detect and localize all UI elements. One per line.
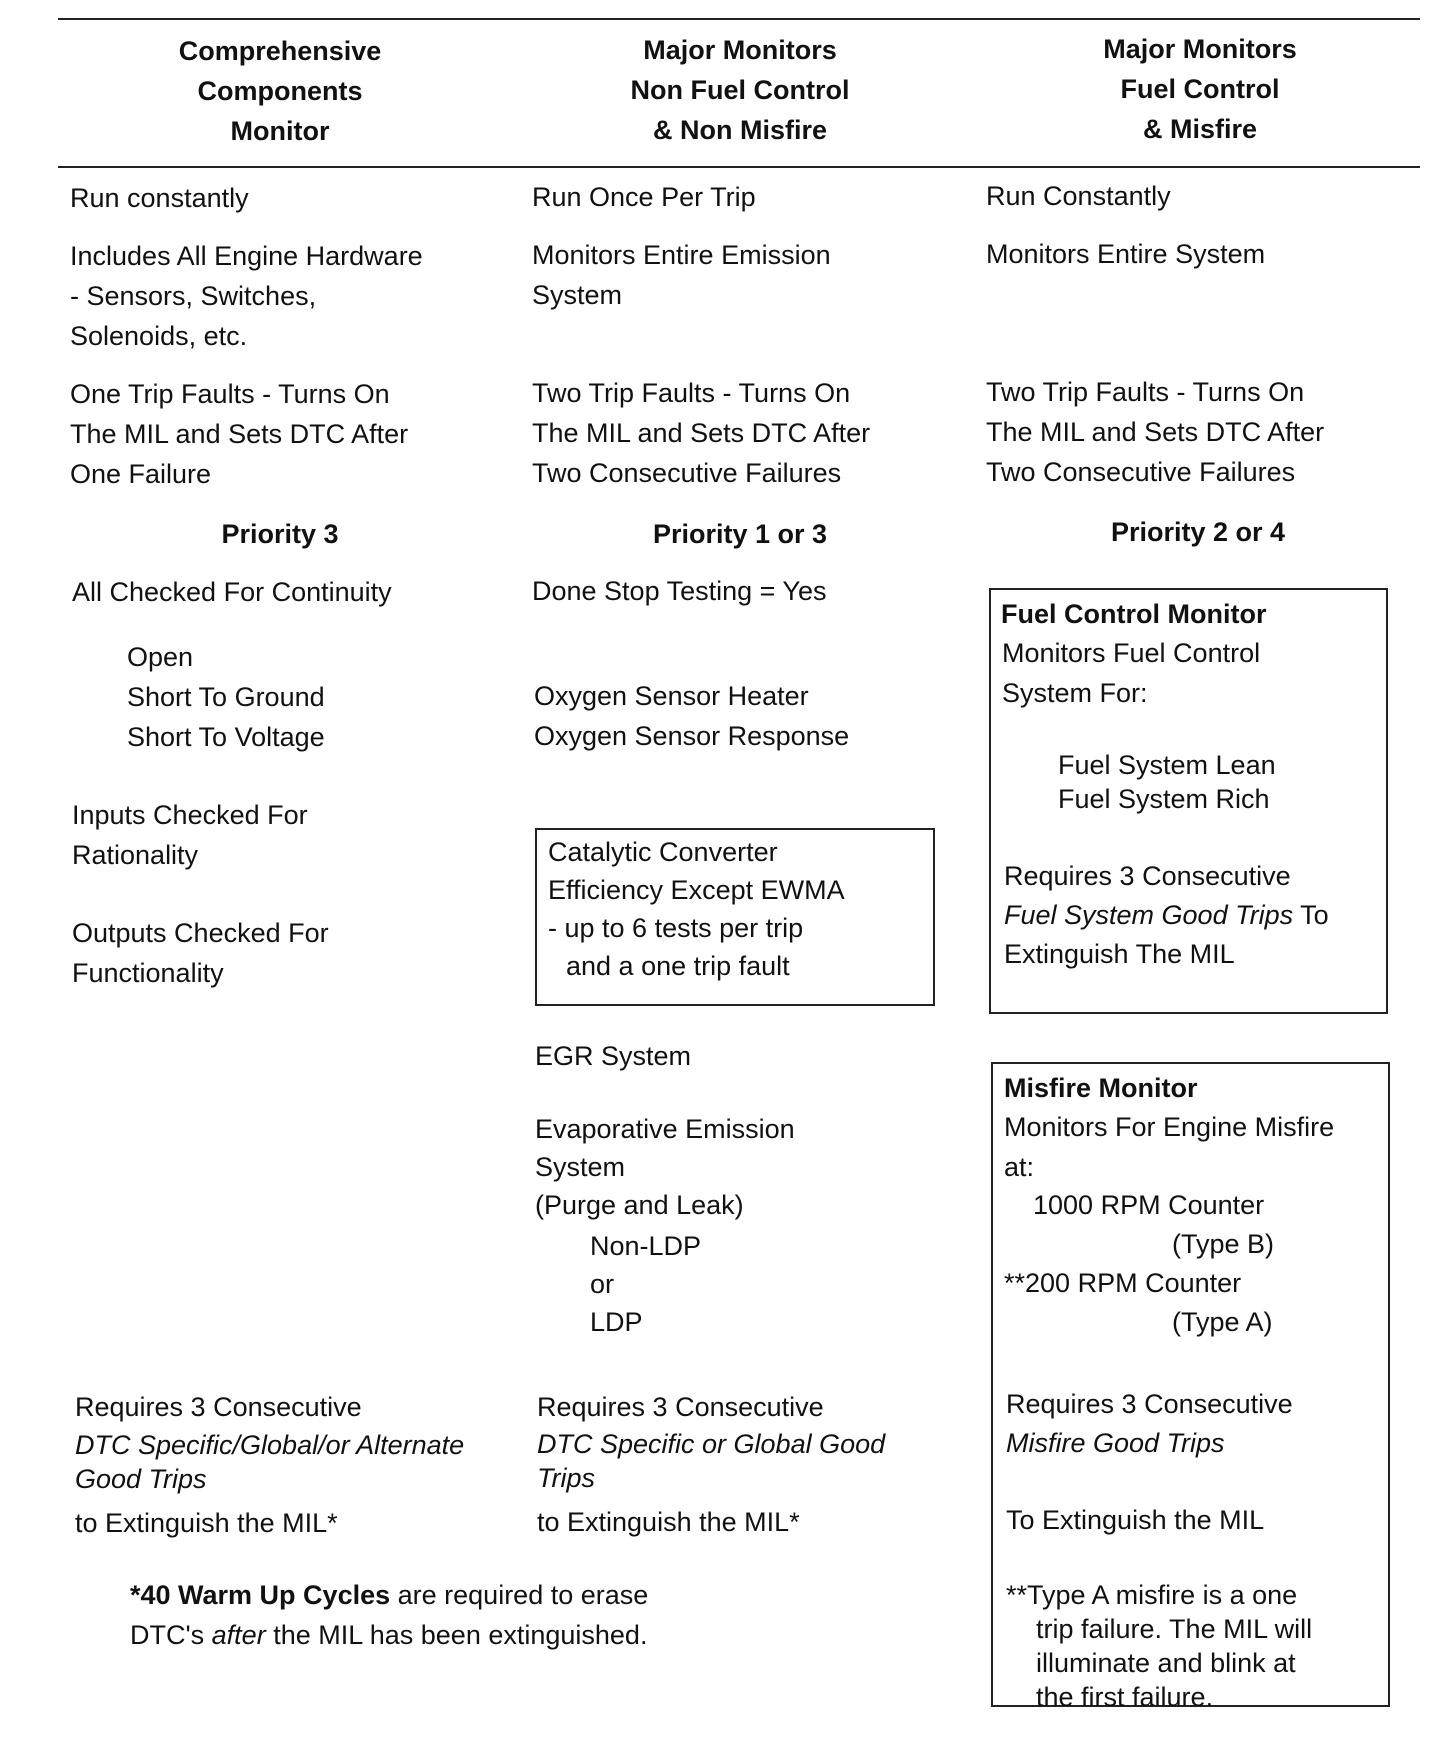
misfire-box-desc-line: Monitors For Engine Misfire	[1004, 1112, 1335, 1142]
col3-faults-line: The MIL and Sets DTC After	[986, 417, 1325, 447]
fuel-box-title: Fuel Control Monitor	[1001, 599, 1267, 629]
col2-oxygen	[534, 676, 849, 756]
col1-extinguish: to Extinguish the MIL*	[75, 1508, 338, 1538]
col1-run: Run constantly	[70, 183, 249, 213]
col1-check-item: Short To Voltage	[127, 722, 325, 752]
misfire-box-note-line: illuminate and blink at	[1036, 1648, 1296, 1678]
fuel-box-item: Fuel System Lean	[1058, 750, 1276, 780]
col1-includes	[70, 236, 423, 356]
col3-faults	[986, 372, 1324, 492]
header-col1	[80, 31, 480, 151]
col3-run: Run Constantly	[986, 181, 1171, 211]
footnote-bold: *40 Warm Up Cycles	[130, 1580, 391, 1610]
col1-check-item: Open	[127, 642, 194, 672]
misfire-box-note-line: **Type A misfire is a one	[1006, 1580, 1298, 1610]
top-rule	[58, 18, 1420, 20]
col1-requires: Requires 3 Consecutive	[75, 1392, 362, 1422]
col2-catalytic-line: and a one trip fault	[566, 951, 790, 981]
misfire-box-counter2: **200 RPM Counter	[1004, 1268, 1242, 1298]
col2-requires: Requires 3 Consecutive	[537, 1392, 824, 1422]
col2-oxygen-line: Oxygen Sensor Response	[534, 721, 850, 751]
col2-evap-option: LDP	[590, 1307, 643, 1337]
header-col3-line: & Misfire	[1142, 114, 1258, 144]
col1-checks	[127, 637, 325, 757]
misfire-box-note	[1006, 1578, 1312, 1714]
misfire-box-title: Misfire Monitor	[1004, 1073, 1198, 1103]
col2-evap-line: (Purge and Leak)	[535, 1190, 744, 1220]
col2-catalytic-line: Catalytic Converter	[548, 837, 778, 867]
col1-priority: Priority 3	[221, 519, 339, 549]
col3-faults-line: Two Consecutive Failures	[986, 457, 1296, 487]
header-col1-line: Monitor	[230, 116, 330, 146]
col2-catalytic	[548, 833, 845, 985]
fuel-box-desc	[1002, 633, 1260, 713]
col2-done: Done Stop Testing = Yes	[532, 576, 827, 606]
col1-continuity: All Checked For Continuity	[72, 577, 392, 607]
fuel-box-items	[1058, 748, 1276, 816]
header-col3	[1000, 29, 1400, 149]
fuel-box-requires: Requires 3 Consecutive	[1004, 861, 1291, 891]
col2-good-trips-line: DTC Specific or Global Good	[537, 1429, 886, 1459]
col3-monitors: Monitors Entire System	[986, 239, 1266, 269]
misfire-box-type2: (Type A)	[1172, 1307, 1273, 1337]
col1-inputs-line: Rationality	[72, 840, 199, 870]
col1-good-trips-line: DTC Specific/Global/or Alternate	[75, 1430, 465, 1460]
header-col2-line: Non Fuel Control	[630, 75, 850, 105]
col1-includes-line: Solenoids, etc.	[70, 321, 248, 351]
col3-priority: Priority 2 or 4	[1110, 517, 1286, 547]
col2-egr: EGR System	[535, 1041, 692, 1071]
footnote-line-2	[130, 1615, 648, 1655]
header-col1-line: Comprehensive	[178, 36, 382, 66]
col2-evap-line: Evaporative Emission	[535, 1114, 795, 1144]
misfire-box-desc-line: at:	[1004, 1152, 1035, 1182]
col1-check-item: Short To Ground	[127, 682, 325, 712]
fuel-box-item: Fuel System Rich	[1058, 784, 1270, 814]
misfire-box-type1: (Type B)	[1172, 1229, 1275, 1259]
col2-faults-line: The MIL and Sets DTC After	[532, 418, 871, 448]
col2-monitors-line: System	[532, 280, 623, 310]
fuel-box-good-trips-line	[1004, 895, 1329, 935]
misfire-box-note-line: trip failure. The MIL will	[1036, 1614, 1313, 1644]
misfire-box-extinguish: To Extinguish the MIL	[1006, 1505, 1265, 1535]
col1-outputs	[72, 913, 329, 993]
col1-includes-line: Includes All Engine Hardware	[70, 241, 423, 271]
footnote-line-1	[130, 1575, 648, 1615]
footnote-rest: are required to erase	[390, 1580, 649, 1610]
col2-priority: Priority 1 or 3	[652, 519, 828, 549]
misfire-box-note-line: the first failure.	[1036, 1682, 1214, 1712]
col2-catalytic-line: Efficiency Except EWMA	[548, 875, 845, 905]
col2-monitors	[532, 235, 831, 315]
header-col3-line: Major Monitors	[1103, 34, 1297, 64]
fuel-box-desc-line: Monitors Fuel Control	[1002, 638, 1261, 668]
misfire-box-counter1: 1000 RPM Counter	[1033, 1190, 1265, 1220]
col2-evap-option: or	[590, 1269, 615, 1299]
fuel-box-good-trips: Fuel System Good Trips	[1004, 900, 1294, 930]
header-col1-line: Components	[197, 76, 363, 106]
col2-run: Run Once Per Trip	[532, 182, 756, 212]
col2-extinguish: to Extinguish the MIL*	[537, 1507, 800, 1537]
col2-oxygen-line: Oxygen Sensor Heater	[534, 681, 809, 711]
col1-includes-line: - Sensors, Switches,	[70, 281, 317, 311]
col2-evap-option: Non-LDP	[590, 1231, 702, 1261]
footnote-line2-italic: after	[211, 1620, 266, 1650]
col1-faults-line: The MIL and Sets DTC After	[70, 419, 409, 449]
fuel-box-desc-line: System For:	[1002, 678, 1148, 708]
fuel-box-to: To	[1300, 900, 1329, 930]
col2-monitors-line: Monitors Entire Emission	[532, 240, 831, 270]
misfire-box-requires: Requires 3 Consecutive	[1006, 1389, 1293, 1419]
col3-faults-line: Two Trip Faults - Turns On	[986, 377, 1305, 407]
header-col2-line: & Non Misfire	[652, 115, 827, 145]
col1-inputs-line: Inputs Checked For	[72, 800, 308, 830]
col2-catalytic-line: - up to 6 tests per trip	[548, 913, 804, 943]
col2-evap-line: System	[535, 1152, 626, 1182]
footnote-line2-post: the MIL has been extinguished.	[265, 1620, 648, 1650]
misfire-box-desc	[1004, 1107, 1334, 1187]
col2-evap-options	[590, 1227, 701, 1341]
header-col3-line: Fuel Control	[1120, 74, 1280, 104]
col1-outputs-line: Functionality	[72, 958, 224, 988]
footnote-line2-pre: DTC's	[130, 1620, 212, 1650]
header-col2	[540, 30, 940, 150]
col2-good-trips-line: Trips	[537, 1463, 595, 1493]
col2-evap	[535, 1110, 795, 1224]
header-rule	[58, 166, 1420, 168]
col2-good-trips	[537, 1427, 885, 1495]
col1-faults-line: One Trip Faults - Turns On	[70, 379, 390, 409]
misfire-box-good-trips: Misfire Good Trips	[1006, 1428, 1225, 1458]
footnote	[130, 1575, 648, 1655]
col1-good-trips	[75, 1428, 464, 1496]
fuel-box-extinguish: Extinguish The MIL	[1004, 939, 1235, 969]
header-col2-line: Major Monitors	[643, 35, 837, 65]
col1-outputs-line: Outputs Checked For	[72, 918, 329, 948]
col2-faults-line: Two Trip Faults - Turns On	[532, 378, 851, 408]
col2-faults-line: Two Consecutive Failures	[532, 458, 842, 488]
col1-good-trips-line: Good Trips	[75, 1464, 207, 1494]
col1-inputs	[72, 795, 308, 875]
col2-faults	[532, 373, 870, 493]
col1-faults	[70, 374, 408, 494]
col1-faults-line: One Failure	[70, 459, 212, 489]
